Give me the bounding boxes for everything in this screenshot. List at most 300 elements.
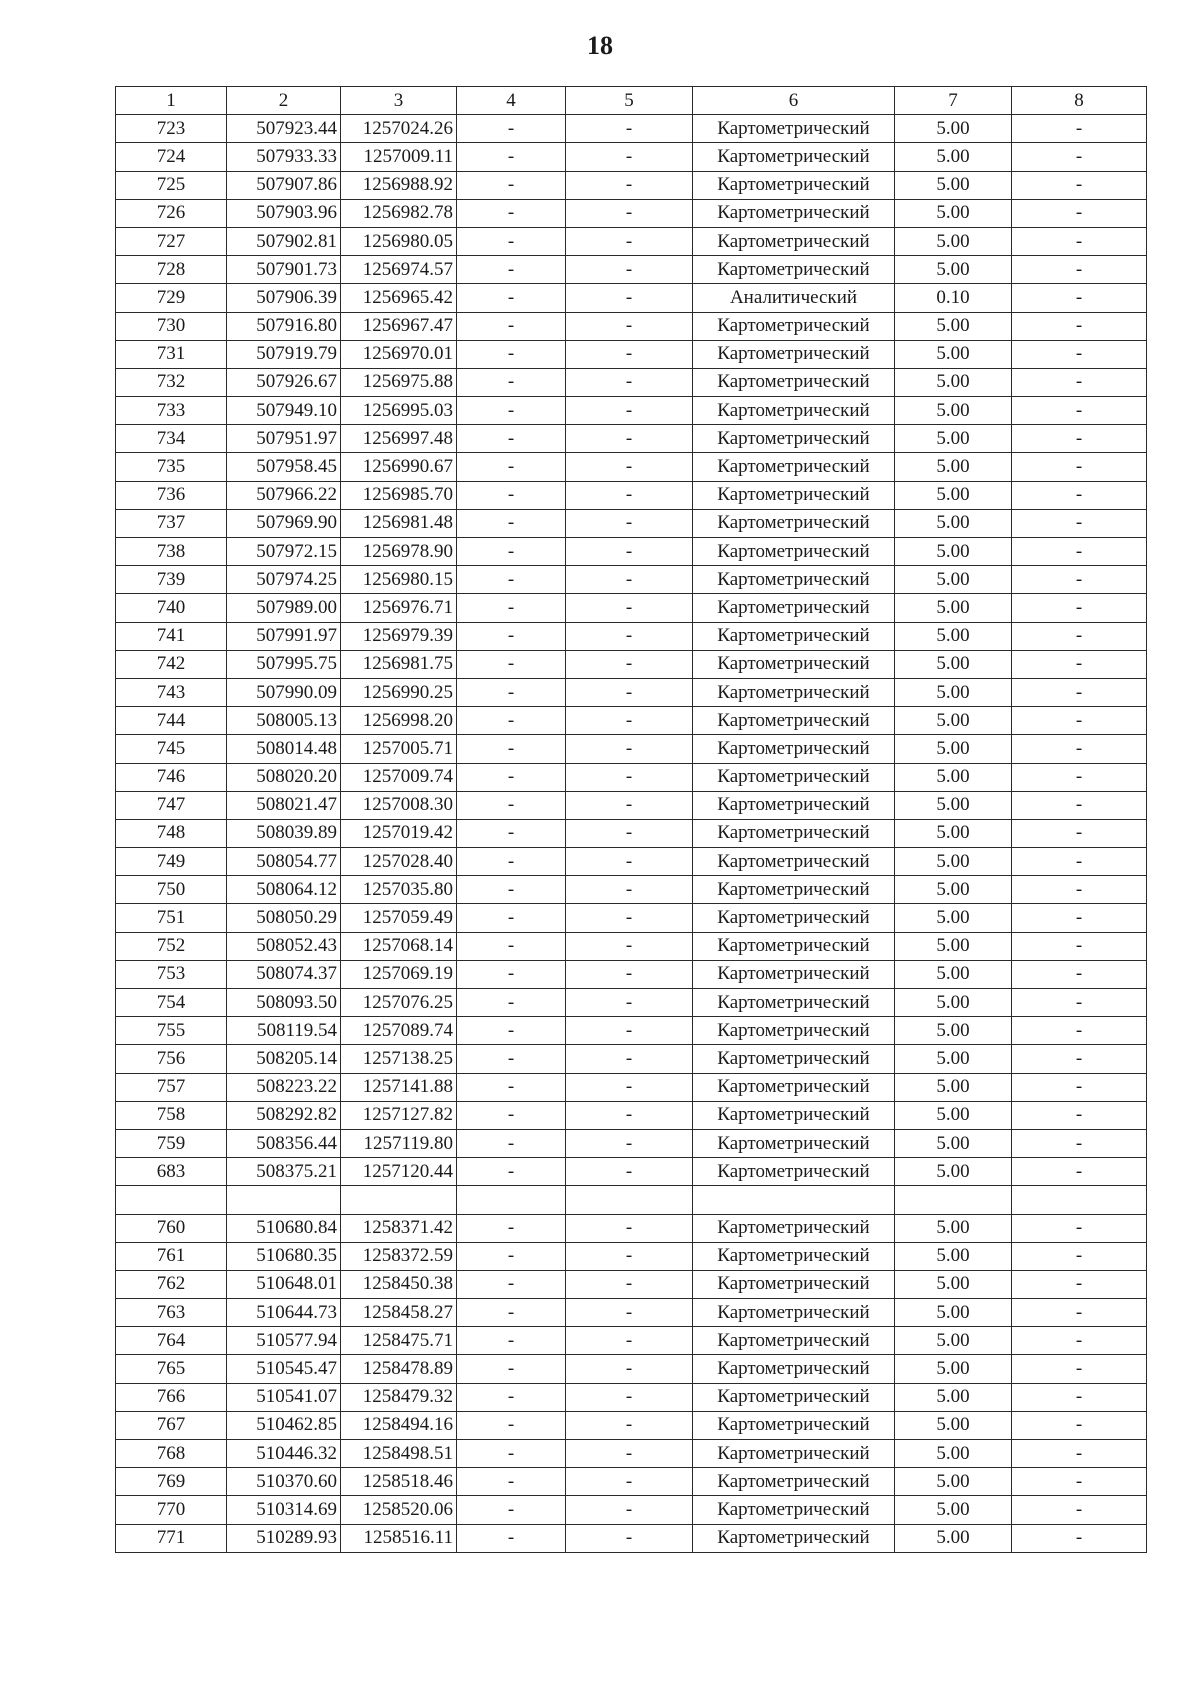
- x-coordinate-cell: 510545.47: [227, 1355, 341, 1383]
- method-cell: Картометрический: [693, 1383, 895, 1411]
- column-8-cell: -: [1012, 1045, 1147, 1073]
- x-coordinate-cell: 510541.07: [227, 1383, 341, 1411]
- column-5-cell: -: [566, 538, 693, 566]
- column-8-cell: -: [1012, 397, 1147, 425]
- point-number-cell: 729: [116, 284, 227, 312]
- column-5-cell: -: [566, 143, 693, 171]
- method-cell: Картометрический: [693, 1101, 895, 1129]
- x-coordinate-cell: 508054.77: [227, 848, 341, 876]
- column-5-cell: -: [566, 904, 693, 932]
- y-coordinate-cell: 1256980.15: [341, 566, 457, 594]
- y-coordinate-cell: 1256976.71: [341, 594, 457, 622]
- table-row: [116, 227, 1147, 255]
- column-8-cell: -: [1012, 1101, 1147, 1129]
- y-coordinate-cell: 1257019.42: [341, 819, 457, 847]
- x-coordinate-cell: 508292.82: [227, 1101, 341, 1129]
- table-row: [116, 876, 1147, 904]
- accuracy-cell: 5.00: [895, 1440, 1012, 1468]
- table-row: [116, 340, 1147, 368]
- accuracy-cell: 5.00: [895, 763, 1012, 791]
- table-row: [116, 932, 1147, 960]
- column-8-cell: -: [1012, 425, 1147, 453]
- accuracy-cell: 5.00: [895, 1270, 1012, 1298]
- y-coordinate-cell: 1256975.88: [341, 368, 457, 396]
- column-4-cell: -: [457, 397, 566, 425]
- method-cell: Картометрический: [693, 566, 895, 594]
- accuracy-cell: 5.00: [895, 707, 1012, 735]
- x-coordinate-cell: 508050.29: [227, 904, 341, 932]
- column-8-cell: -: [1012, 171, 1147, 199]
- column-5-cell: -: [566, 763, 693, 791]
- y-coordinate-cell: 1257127.82: [341, 1101, 457, 1129]
- y-coordinate-cell: 1256981.75: [341, 650, 457, 678]
- accuracy-cell: 5.00: [895, 1299, 1012, 1327]
- column-4-cell: -: [457, 1101, 566, 1129]
- accuracy-cell: 5.00: [895, 481, 1012, 509]
- table-row: [116, 509, 1147, 537]
- column-5-cell: -: [566, 227, 693, 255]
- column-5-cell: -: [566, 115, 693, 143]
- x-coordinate-cell: 508052.43: [227, 932, 341, 960]
- y-coordinate-cell: 1258516.11: [341, 1524, 457, 1552]
- point-number-cell: 762: [116, 1270, 227, 1298]
- table-row: [116, 1214, 1147, 1242]
- column-4-cell: -: [457, 453, 566, 481]
- column-5-cell: -: [566, 1496, 693, 1524]
- point-number-cell: 726: [116, 199, 227, 227]
- table-body: [116, 115, 1147, 1553]
- method-cell: Картометрический: [693, 763, 895, 791]
- column-5-cell: -: [566, 791, 693, 819]
- column-5-cell: -: [566, 481, 693, 509]
- method-cell: Картометрический: [693, 312, 895, 340]
- column-5-cell: -: [566, 1440, 693, 1468]
- x-coordinate-cell: 510644.73: [227, 1299, 341, 1327]
- column-8-cell: -: [1012, 678, 1147, 706]
- x-coordinate-cell: 507919.79: [227, 340, 341, 368]
- method-cell: Картометрический: [693, 1440, 895, 1468]
- method-cell: Картометрический: [693, 1355, 895, 1383]
- point-number-cell: 735: [116, 453, 227, 481]
- point-number-cell: 745: [116, 735, 227, 763]
- method-cell: Картометрический: [693, 340, 895, 368]
- y-coordinate-cell: 1256998.20: [341, 707, 457, 735]
- table-row: [116, 594, 1147, 622]
- column-8-cell: -: [1012, 932, 1147, 960]
- column-5-cell: -: [566, 1101, 693, 1129]
- accuracy-cell: 5.00: [895, 876, 1012, 904]
- table-row: [116, 425, 1147, 453]
- column-4-cell: -: [457, 368, 566, 396]
- y-coordinate-cell: 1256970.01: [341, 340, 457, 368]
- method-cell: Картометрический: [693, 904, 895, 932]
- y-coordinate-cell: 1257035.80: [341, 876, 457, 904]
- point-number-cell: 757: [116, 1073, 227, 1101]
- accuracy-cell: 5.00: [895, 1129, 1012, 1157]
- x-coordinate-cell: [227, 1186, 341, 1214]
- table-row: [116, 1073, 1147, 1101]
- column-4-cell: -: [457, 904, 566, 932]
- method-cell: Картометрический: [693, 594, 895, 622]
- accuracy-cell: 5.00: [895, 594, 1012, 622]
- column-header: 3: [341, 87, 457, 115]
- method-cell: Картометрический: [693, 171, 895, 199]
- method-cell: Картометрический: [693, 876, 895, 904]
- x-coordinate-cell: 507923.44: [227, 115, 341, 143]
- y-coordinate-cell: 1256974.57: [341, 256, 457, 284]
- x-coordinate-cell: 507966.22: [227, 481, 341, 509]
- column-4-cell: -: [457, 256, 566, 284]
- accuracy-cell: 5.00: [895, 848, 1012, 876]
- point-number-cell: 752: [116, 932, 227, 960]
- column-8-cell: -: [1012, 1383, 1147, 1411]
- column-header: 4: [457, 87, 566, 115]
- column-8-cell: -: [1012, 453, 1147, 481]
- table-row: [116, 650, 1147, 678]
- table-row: [116, 199, 1147, 227]
- point-number-cell: 734: [116, 425, 227, 453]
- method-cell: Картометрический: [693, 1073, 895, 1101]
- y-coordinate-cell: 1258498.51: [341, 1440, 457, 1468]
- column-5-cell: -: [566, 1242, 693, 1270]
- column-5-cell: -: [566, 453, 693, 481]
- column-4-cell: -: [457, 1299, 566, 1327]
- column-4-cell: -: [457, 1496, 566, 1524]
- column-8-cell: -: [1012, 650, 1147, 678]
- method-cell: Картометрический: [693, 960, 895, 988]
- y-coordinate-cell: 1258450.38: [341, 1270, 457, 1298]
- accuracy-cell: 5.00: [895, 932, 1012, 960]
- column-8-cell: -: [1012, 538, 1147, 566]
- y-coordinate-cell: 1258479.32: [341, 1383, 457, 1411]
- column-5-cell: -: [566, 1299, 693, 1327]
- column-5-cell: -: [566, 397, 693, 425]
- table-row: [116, 1468, 1147, 1496]
- column-8-cell: -: [1012, 735, 1147, 763]
- point-number-cell: 753: [116, 960, 227, 988]
- y-coordinate-cell: 1257009.11: [341, 143, 457, 171]
- point-number-cell: 751: [116, 904, 227, 932]
- method-cell: Картометрический: [693, 199, 895, 227]
- method-cell: Картометрический: [693, 1327, 895, 1355]
- point-number-cell: 732: [116, 368, 227, 396]
- y-coordinate-cell: 1257089.74: [341, 1017, 457, 1045]
- column-4-cell: -: [457, 989, 566, 1017]
- column-8-cell: -: [1012, 707, 1147, 735]
- column-4-cell: -: [457, 1158, 566, 1186]
- table-row: [116, 960, 1147, 988]
- column-4-cell: -: [457, 678, 566, 706]
- point-number-cell: 733: [116, 397, 227, 425]
- method-cell: Картометрический: [693, 1045, 895, 1073]
- method-cell: Картометрический: [693, 143, 895, 171]
- column-8-cell: -: [1012, 143, 1147, 171]
- x-coordinate-cell: 507951.97: [227, 425, 341, 453]
- y-coordinate-cell: 1257141.88: [341, 1073, 457, 1101]
- y-coordinate-cell: 1256985.70: [341, 481, 457, 509]
- method-cell: Картометрический: [693, 650, 895, 678]
- method-cell: Картометрический: [693, 481, 895, 509]
- method-cell: Картометрический: [693, 791, 895, 819]
- table-row: [116, 707, 1147, 735]
- column-8-cell: -: [1012, 199, 1147, 227]
- table-row: [116, 312, 1147, 340]
- coordinates-table: [115, 86, 1147, 1553]
- x-coordinate-cell: 507933.33: [227, 143, 341, 171]
- column-5-cell: -: [566, 1017, 693, 1045]
- point-number-cell: 725: [116, 171, 227, 199]
- column-4-cell: -: [457, 1355, 566, 1383]
- accuracy-cell: 5.00: [895, 1383, 1012, 1411]
- accuracy-cell: 5.00: [895, 312, 1012, 340]
- column-8-cell: -: [1012, 904, 1147, 932]
- column-5-cell: -: [566, 1524, 693, 1552]
- method-cell: Картометрический: [693, 707, 895, 735]
- table-row: [116, 1524, 1147, 1552]
- accuracy-cell: 0.10: [895, 284, 1012, 312]
- method-cell: Картометрический: [693, 1468, 895, 1496]
- method-cell: Картометрический: [693, 1242, 895, 1270]
- accuracy-cell: 5.00: [895, 791, 1012, 819]
- point-number-cell: 730: [116, 312, 227, 340]
- method-cell: Картометрический: [693, 1129, 895, 1157]
- column-5-cell: -: [566, 368, 693, 396]
- column-8-cell: -: [1012, 1411, 1147, 1439]
- x-coordinate-cell: 510289.93: [227, 1524, 341, 1552]
- accuracy-cell: 5.00: [895, 115, 1012, 143]
- column-5-cell: -: [566, 1355, 693, 1383]
- column-5-cell: -: [566, 1129, 693, 1157]
- x-coordinate-cell: 507969.90: [227, 509, 341, 537]
- column-5-cell: -: [566, 960, 693, 988]
- y-coordinate-cell: 1256979.39: [341, 622, 457, 650]
- x-coordinate-cell: 507958.45: [227, 453, 341, 481]
- accuracy-cell: 5.00: [895, 622, 1012, 650]
- table-row: [116, 368, 1147, 396]
- point-number-cell: 749: [116, 848, 227, 876]
- column-5-cell: -: [566, 566, 693, 594]
- column-4-cell: -: [457, 1468, 566, 1496]
- column-8-cell: -: [1012, 227, 1147, 255]
- column-8-cell: -: [1012, 566, 1147, 594]
- accuracy-cell: 5.00: [895, 453, 1012, 481]
- column-4-cell: -: [457, 284, 566, 312]
- accuracy-cell: 5.00: [895, 1411, 1012, 1439]
- column-5-cell: -: [566, 1073, 693, 1101]
- y-coordinate-cell: 1256990.25: [341, 678, 457, 706]
- accuracy-cell: 5.00: [895, 199, 1012, 227]
- x-coordinate-cell: 510577.94: [227, 1327, 341, 1355]
- column-4-cell: -: [457, 1440, 566, 1468]
- table-row: [116, 735, 1147, 763]
- x-coordinate-cell: 507989.00: [227, 594, 341, 622]
- x-coordinate-cell: 508119.54: [227, 1017, 341, 1045]
- accuracy-cell: [895, 1186, 1012, 1214]
- table-row: [116, 1327, 1147, 1355]
- x-coordinate-cell: 510648.01: [227, 1270, 341, 1298]
- method-cell: Картометрический: [693, 1158, 895, 1186]
- method-cell: Картометрический: [693, 1524, 895, 1552]
- column-4-cell: [457, 1186, 566, 1214]
- column-5-cell: -: [566, 1270, 693, 1298]
- column-header: 2: [227, 87, 341, 115]
- column-5-cell: -: [566, 199, 693, 227]
- accuracy-cell: 5.00: [895, 1045, 1012, 1073]
- y-coordinate-cell: 1258458.27: [341, 1299, 457, 1327]
- y-coordinate-cell: 1257009.74: [341, 763, 457, 791]
- column-4-cell: -: [457, 199, 566, 227]
- accuracy-cell: 5.00: [895, 989, 1012, 1017]
- column-header: 1: [116, 87, 227, 115]
- point-number-cell: 737: [116, 509, 227, 537]
- x-coordinate-cell: 508005.13: [227, 707, 341, 735]
- table-row: [116, 1242, 1147, 1270]
- y-coordinate-cell: 1257068.14: [341, 932, 457, 960]
- column-4-cell: -: [457, 960, 566, 988]
- column-8-cell: -: [1012, 1242, 1147, 1270]
- column-8-cell: -: [1012, 1158, 1147, 1186]
- table-row: [116, 1299, 1147, 1327]
- table-row: [116, 1355, 1147, 1383]
- column-4-cell: -: [457, 566, 566, 594]
- x-coordinate-cell: 508021.47: [227, 791, 341, 819]
- accuracy-cell: 5.00: [895, 1073, 1012, 1101]
- column-8-cell: -: [1012, 481, 1147, 509]
- table-header-row: [116, 87, 1147, 115]
- column-5-cell: -: [566, 1468, 693, 1496]
- column-4-cell: -: [457, 876, 566, 904]
- point-number-cell: 746: [116, 763, 227, 791]
- x-coordinate-cell: 508020.20: [227, 763, 341, 791]
- y-coordinate-cell: 1256990.67: [341, 453, 457, 481]
- x-coordinate-cell: 508093.50: [227, 989, 341, 1017]
- table-row: [116, 284, 1147, 312]
- column-4-cell: -: [457, 1383, 566, 1411]
- table-row: [116, 566, 1147, 594]
- method-cell: Картометрический: [693, 397, 895, 425]
- y-coordinate-cell: 1256981.48: [341, 509, 457, 537]
- point-number-cell: 767: [116, 1411, 227, 1439]
- point-number-cell: 763: [116, 1299, 227, 1327]
- column-5-cell: -: [566, 650, 693, 678]
- x-coordinate-cell: 510314.69: [227, 1496, 341, 1524]
- table-row: [116, 1411, 1147, 1439]
- column-8-cell: -: [1012, 819, 1147, 847]
- column-4-cell: -: [457, 1073, 566, 1101]
- accuracy-cell: 5.00: [895, 904, 1012, 932]
- y-coordinate-cell: 1257028.40: [341, 848, 457, 876]
- y-coordinate-cell: 1256980.05: [341, 227, 457, 255]
- column-8-cell: -: [1012, 960, 1147, 988]
- page-number: 18: [587, 31, 613, 60]
- column-4-cell: -: [457, 312, 566, 340]
- column-8-cell: -: [1012, 115, 1147, 143]
- table-row: [116, 1383, 1147, 1411]
- y-coordinate-cell: 1256965.42: [341, 284, 457, 312]
- method-cell: Картометрический: [693, 538, 895, 566]
- accuracy-cell: 5.00: [895, 1242, 1012, 1270]
- column-8-cell: -: [1012, 1129, 1147, 1157]
- point-number-cell: 756: [116, 1045, 227, 1073]
- accuracy-cell: 5.00: [895, 538, 1012, 566]
- column-5-cell: -: [566, 678, 693, 706]
- column-4-cell: -: [457, 763, 566, 791]
- method-cell: Картометрический: [693, 1017, 895, 1045]
- column-5-cell: -: [566, 171, 693, 199]
- method-cell: Картометрический: [693, 735, 895, 763]
- point-number-cell: 754: [116, 989, 227, 1017]
- point-number-cell: 770: [116, 1496, 227, 1524]
- point-number-cell: 771: [116, 1524, 227, 1552]
- column-5-cell: -: [566, 848, 693, 876]
- column-4-cell: -: [457, 622, 566, 650]
- column-8-cell: -: [1012, 1299, 1147, 1327]
- column-4-cell: -: [457, 143, 566, 171]
- accuracy-cell: 5.00: [895, 256, 1012, 284]
- point-number-cell: 750: [116, 876, 227, 904]
- method-cell: Картометрический: [693, 425, 895, 453]
- column-8-cell: -: [1012, 791, 1147, 819]
- point-number-cell: 755: [116, 1017, 227, 1045]
- x-coordinate-cell: 507903.96: [227, 199, 341, 227]
- accuracy-cell: 5.00: [895, 143, 1012, 171]
- point-number-cell: 758: [116, 1101, 227, 1129]
- x-coordinate-cell: 507902.81: [227, 227, 341, 255]
- accuracy-cell: 5.00: [895, 425, 1012, 453]
- y-coordinate-cell: 1257024.26: [341, 115, 457, 143]
- column-8-cell: -: [1012, 848, 1147, 876]
- x-coordinate-cell: 507901.73: [227, 256, 341, 284]
- column-5-cell: -: [566, 312, 693, 340]
- column-8-cell: -: [1012, 1496, 1147, 1524]
- x-coordinate-cell: 510462.85: [227, 1411, 341, 1439]
- table-row: [116, 622, 1147, 650]
- column-8-cell: -: [1012, 1214, 1147, 1242]
- y-coordinate-cell: 1257120.44: [341, 1158, 457, 1186]
- table-row: [116, 819, 1147, 847]
- column-4-cell: -: [457, 1242, 566, 1270]
- accuracy-cell: 5.00: [895, 1327, 1012, 1355]
- column-4-cell: -: [457, 227, 566, 255]
- column-header: 7: [895, 87, 1012, 115]
- table-row: [116, 1045, 1147, 1073]
- column-8-cell: -: [1012, 622, 1147, 650]
- column-5-cell: -: [566, 1158, 693, 1186]
- column-4-cell: -: [457, 819, 566, 847]
- table-row: [116, 1129, 1147, 1157]
- table-row: [116, 1496, 1147, 1524]
- accuracy-cell: 5.00: [895, 819, 1012, 847]
- column-8-cell: -: [1012, 763, 1147, 791]
- column-4-cell: -: [457, 932, 566, 960]
- method-cell: [693, 1186, 895, 1214]
- x-coordinate-cell: 508014.48: [227, 735, 341, 763]
- method-cell: Картометрический: [693, 115, 895, 143]
- column-5-cell: [566, 1186, 693, 1214]
- point-number-cell: 769: [116, 1468, 227, 1496]
- y-coordinate-cell: 1256967.47: [341, 312, 457, 340]
- table-row: [116, 791, 1147, 819]
- y-coordinate-cell: 1258494.16: [341, 1411, 457, 1439]
- column-5-cell: -: [566, 1214, 693, 1242]
- column-4-cell: -: [457, 115, 566, 143]
- column-5-cell: -: [566, 1327, 693, 1355]
- column-4-cell: -: [457, 171, 566, 199]
- accuracy-cell: 5.00: [895, 171, 1012, 199]
- y-coordinate-cell: 1257059.49: [341, 904, 457, 932]
- table-row: [116, 538, 1147, 566]
- column-5-cell: -: [566, 932, 693, 960]
